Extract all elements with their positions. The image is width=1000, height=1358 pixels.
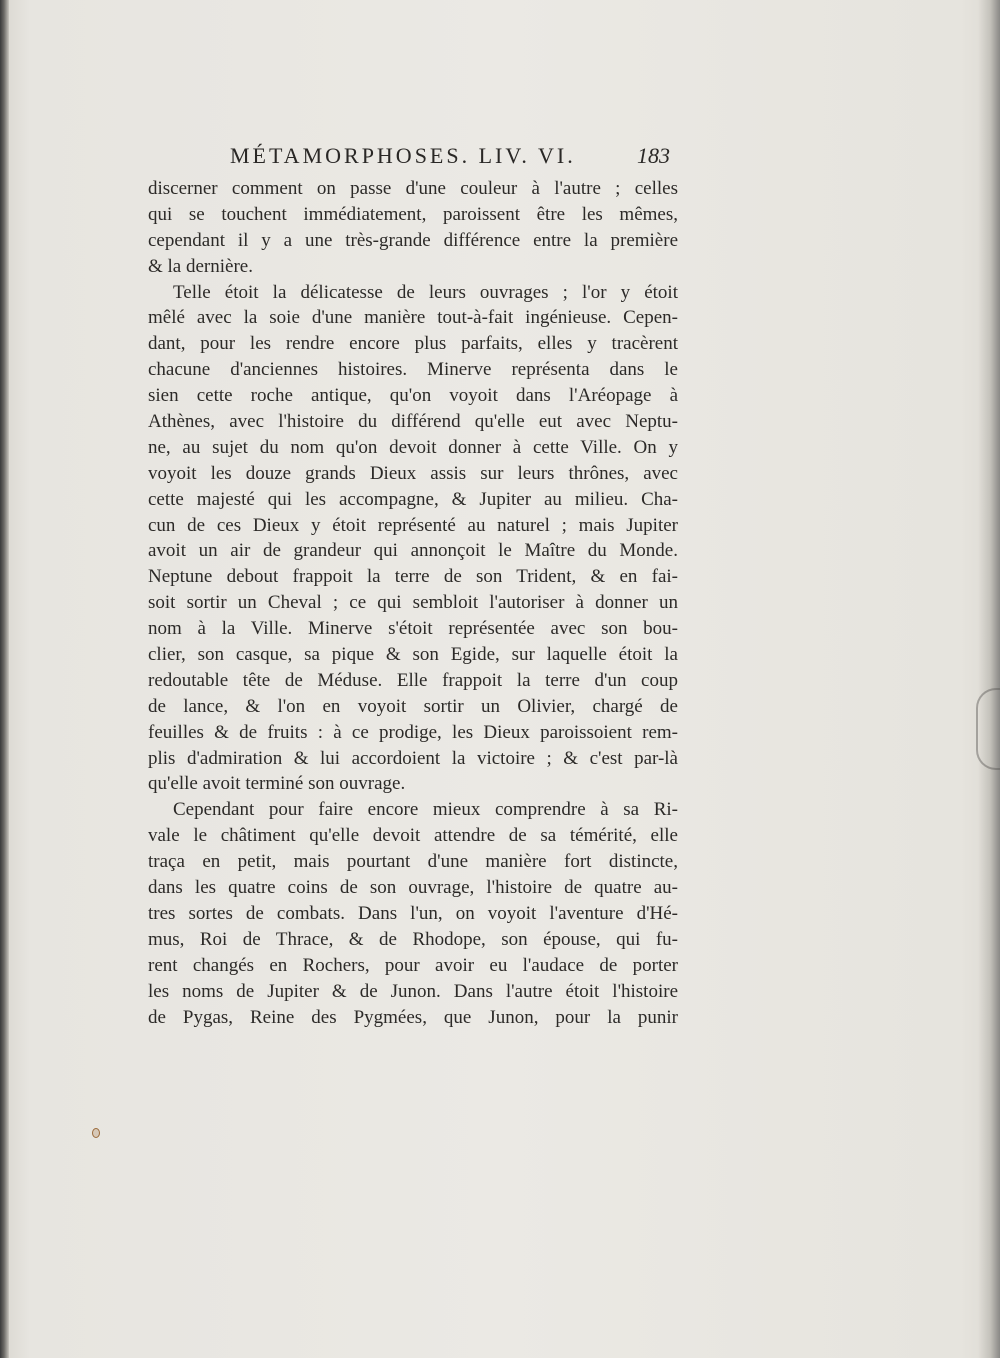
text-line: ne, au sujet du nom qu'on devoit donner à cette Ville. On y xyxy=(148,436,678,458)
text-line: Telle étoit la délicatesse de leurs ouvrages ; l'or y étoit xyxy=(173,281,678,303)
text-line: qu'elle avoit terminé son ouvrage. xyxy=(148,773,406,795)
text-line: avoit un air de grandeur qui annonçoit le Maître du Monde. xyxy=(148,540,678,562)
text-line: de Pygas, Reine des Pygmées, que Junon, pour la punir xyxy=(148,1006,678,1028)
text-line: Athènes, avec l'histoire du différend qu'elle eut avec Neptu- xyxy=(148,411,678,433)
text-line: cette majesté qui les accompagne, & Jupiter au milieu. Cha- xyxy=(148,488,678,510)
text-line: chacune d'anciennes histoires. Minerve représenta dans le xyxy=(148,359,678,381)
body-text xyxy=(148,176,678,1030)
text-line: feuilles & de fruits : à ce prodige, les Dieux paroissoient rem- xyxy=(148,721,678,743)
text-line: discerner comment on passe d'une couleur à l'autre ; celles xyxy=(148,178,678,199)
text-line: de lance, & l'on en voyoit sortir un Olivier, chargé de xyxy=(148,695,678,717)
text-line: & la dernière. xyxy=(148,255,253,277)
text-line: tres sortes de combats. Dans l'un, on voyoit l'aventure d'Hé- xyxy=(148,902,678,924)
text-line: plis d'admiration & lui accordoient la victoire ; & c'est par-là xyxy=(148,747,678,769)
text-line: mêlé avec la soie d'une manière tout-à-fait ingénieuse. Cepen- xyxy=(148,307,678,329)
text-line: sien cette roche antique, qu'on voyoit dans l'Aréopage à xyxy=(148,385,678,407)
text-line: vale le châtiment qu'elle devoit attendre de sa témérité, elle xyxy=(148,825,678,847)
text-line: cependant il y a une très-grande différence entre la première xyxy=(148,229,678,251)
text-line: Neptune debout frappoit la terre de son Trident, & en fai- xyxy=(148,566,678,588)
text-line: mus, Roi de Thrace, & de Rhodope, son épouse, qui fu- xyxy=(148,928,678,950)
text-line: les noms de Jupiter & de Junon. Dans l'autre étoit l'histoire xyxy=(148,980,678,1002)
page-right-edge xyxy=(978,0,1000,1358)
text-line: cun de ces Dieux y étoit représenté au naturel ; mais Jupiter xyxy=(148,514,678,536)
text-line: traça en petit, mais pourtant d'une manière fort distincte, xyxy=(148,851,678,873)
text-line: dant, pour les rendre encore plus parfaits, elles y tracèrent xyxy=(148,333,678,355)
running-header xyxy=(230,143,670,175)
text-line: rent changés en Rochers, pour avoir eu l'audace de porter xyxy=(148,954,678,976)
text-line: dans les quatre coins de son ouvrage, l'histoire de quatre au- xyxy=(148,877,678,899)
text-line: nom à la Ville. Minerve s'étoit représentée avec son bou- xyxy=(148,618,678,640)
text-line: qui se touchent immédiatement, paroissent être les mêmes, xyxy=(148,203,678,225)
text-line: voyoit les douze grands Dieux assis sur leurs thrônes, avec xyxy=(148,462,678,484)
page-left-edge xyxy=(0,0,9,1358)
page-number: 183 xyxy=(637,143,670,168)
page-fold-mark xyxy=(976,688,1000,770)
paper-stain xyxy=(92,1128,100,1138)
text-line: clier, son casque, sa pique & son Egide, sur laquelle étoit la xyxy=(148,644,678,666)
text-line: soit sortir un Cheval ; ce qui sembloit l'autoriser à donner un xyxy=(148,592,678,614)
text-line: Cependant pour faire encore mieux comprendre à sa Ri- xyxy=(173,799,678,821)
text-line: redoutable tête de Méduse. Elle frappoit la terre d'un coup xyxy=(148,669,678,691)
running-title: MÉTAMORPHOSES. LIV. VI. xyxy=(230,143,576,168)
